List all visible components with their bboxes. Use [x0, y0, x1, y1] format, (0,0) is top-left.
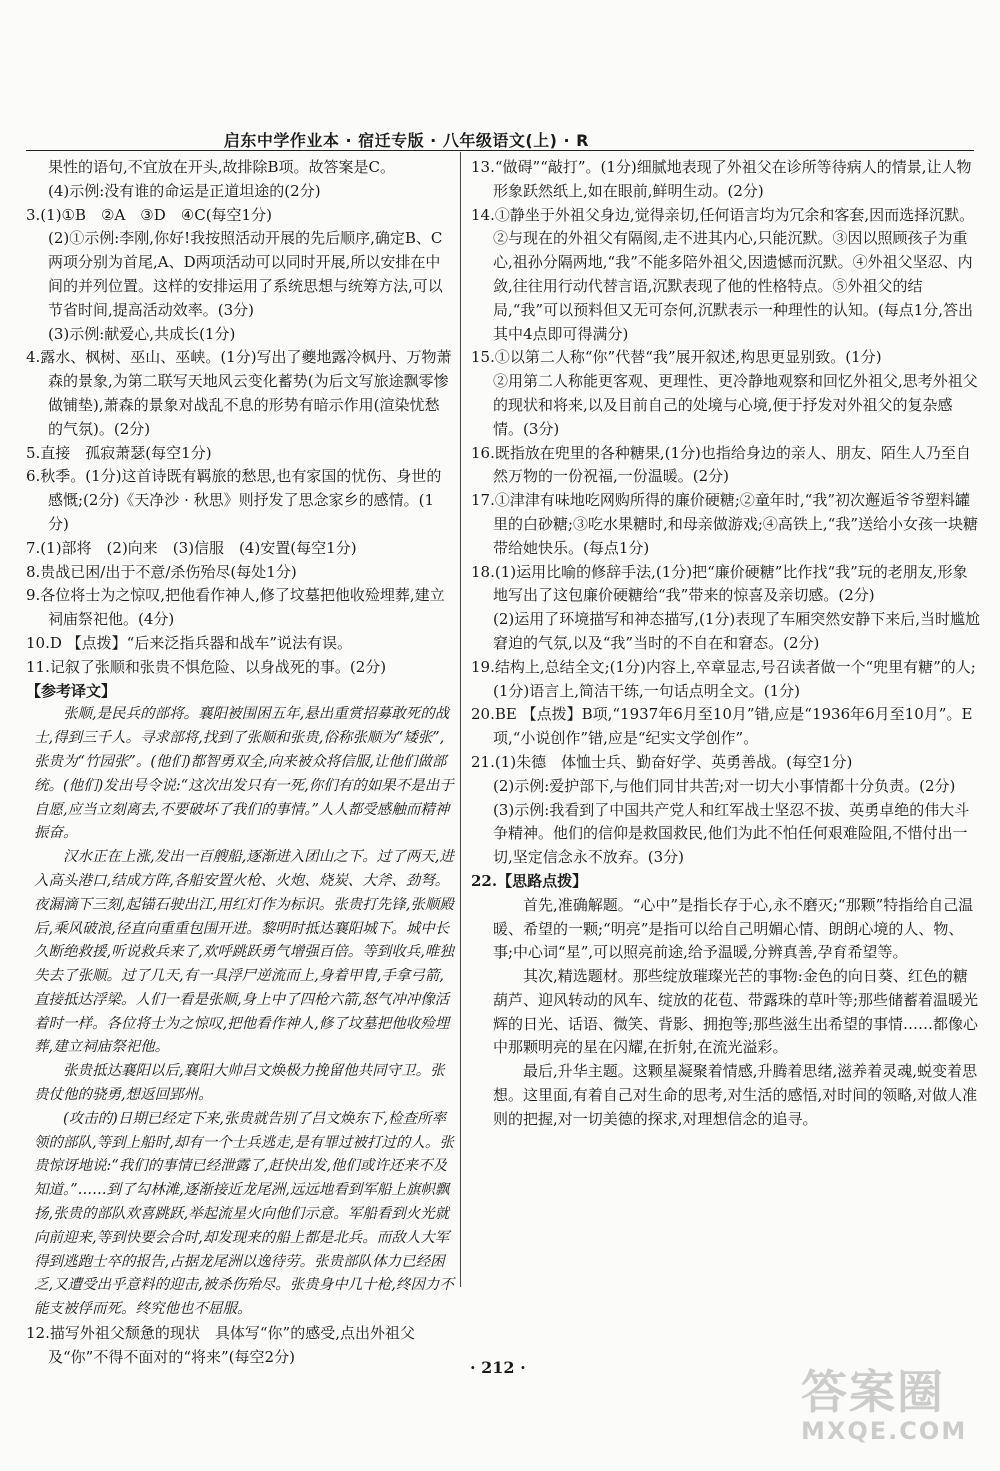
left-answer-paragraph: 11.记叙了张顺和张贵不惧危险、以身战死的事。(2分)	[26, 657, 387, 676]
right-column	[471, 156, 981, 1132]
left-answer-paragraph: 张贵抵达襄阳以后,襄阳大帅吕文焕极力挽留他共同守卫。张贵仗他的骁勇,想返回郢州。	[34, 1063, 445, 1104]
right-answer-paragraph: 15.①以第二人称“你”代替“我”展开叙述,构思更显别致。(1分)	[471, 348, 882, 367]
left-answer-paragraph: 6.秋季。(1分)这首诗既有羁旅的愁思,也有家国的忧伤、身世的感慨;(2分)《天净沙 · 秋思》则抒发了思念家乡的感情。(1分)	[26, 467, 442, 533]
right-answer-paragraph: 18.(1)运用比喻的修辞手法,(1分)把“廉价硬糖”比作找“我”玩的老朋友,形象地写出了这包廉价硬糖给“我”带来的惊喜及亲切感。(2分)	[471, 562, 968, 605]
left-answer-paragraph: 果性的语句,不宜放在开头,故排除B项。故答案是C。	[48, 158, 396, 176]
right-answer-paragraph: (2)示例:爱护部下,与他们同甘共苦;对一切大小事情都十分负责。(2分)	[493, 776, 956, 795]
watermark-text: 答案圈	[801, 1365, 945, 1419]
left-answer-paragraph: 5.直接 孤寂萧瑟(每空1分)	[26, 443, 212, 462]
right-answer-paragraph: 17.①津津有味地吃网购所得的廉价硬糖;②童年时,“我”初次邂逅爷爷塑料罐里的白砂糖;③吃水果糖时,和母亲做游戏;④高铁上,“我”送给小女孩一块糖带给她快乐。(每点1分)	[471, 491, 978, 557]
right-answer-paragraph: (2)运用了环境描写和神态描写,(1分)表现了车厢突然安静下来后,当时尴尬窘迫的气氛,以及“我”当时的不自在和窘态。(2分)	[493, 610, 981, 652]
left-answer-paragraph: 9.各位将士为之惊叹,把他看作神人,修了坟墓把他收殓埋葬,建立祠庙祭祀他。(4分)	[26, 586, 445, 629]
right-answer-paragraph: 19.结构上,总结全文;(1分)内容上,卒章显志,号召读者做一个“兜里有糖”的人;(1分)语言上,简洁干练,一句话点明全文。(1分)	[471, 657, 976, 700]
left-answer-paragraph: 10.D 【点拨】“后来泛指兵器和战车”说法有误。	[26, 633, 352, 652]
left-answer-paragraph: (3)示例:献爱心,共成长(1分)	[48, 324, 236, 343]
left-answer-paragraph: (4)示例:没有谁的命运是正道坦途的(2分)	[48, 181, 321, 200]
left-answer-paragraph: 12.描写外祖父颓惫的现状 具体写“你”的感受,点出外祖父及“你”不得不面对的“将来”(每空2分)	[26, 1324, 415, 1366]
right-answer-paragraph: 21.(1)朱德 体恤士兵、勤奋好学、英勇善战。(每空1分)	[471, 752, 853, 771]
left-column	[26, 156, 454, 1370]
right-answer-paragraph: 13.“做碍”“敲打”。(1分)细腻地表现了外祖父在诊所等待病人的情景,让人物形象跃然纸上,如在眼前,鲜明生动。(2分)	[471, 158, 972, 200]
right-answer-paragraph: 22.【思路点拨】	[471, 871, 588, 890]
left-answer-paragraph: (2)①示例:李刚,你好!我按照活动开展的先后顺序,确定B、C两项分别为首尾,A、D两项活动可以同时开展,所以安排在中间的并列位置。这样的安排运用了系统思想与统筹方法,可以节省时间,提高活动效率。(3分)	[48, 229, 443, 319]
left-answer-paragraph: 3.(1)①B ②A ③D ④C(每空1分)	[26, 205, 272, 224]
page-header	[26, 128, 974, 151]
left-answer-paragraph: 4.露水、枫树、巫山、巫峡。(1分)写出了夔地露冷枫丹、万物萧森的景象,为第二联写天地风云变化蓄势(为后文写旅途飘零惨做铺垫),萧森的景象对战乱不息的形势有暗示作用(渲染忧愁的气氛)。(2分)	[26, 348, 452, 438]
left-answer-paragraph: (攻击的)日期已经定下来,张贵就告别了吕文焕东下,检查所率领的部队,等到上船时,却有一个士兵逃走,是有罪过被打过的人。张贵惊讶地说:“我们的事情已经泄露了,赶快出发,他们或许还来不及知道。”……到了勾林滩,逐渐接近龙尾洲,远远地看到军船上旗帜飘扬,张贵的部队欢喜跳跃,举起流星火向他们示意。军船看到火光就向前迎来,等到快要会合时,却发现来的船上都是北兵。而敌人大军得到逃跑士卒的报告,占据龙尾洲以逸待劳。张贵部队体力已经困乏,又遭受出乎意料的迎击,被杀伤殆尽。张贵身中几十枪,终因力不能支被俘而死。终究他也不屈服。	[34, 1110, 454, 1318]
column-divider	[460, 152, 461, 1287]
left-answer-paragraph: 汉水正在上涨,发出一百艘船,逐渐进入团山之下。过了两天,进入高头港口,结成方阵,各船安置火枪、火炮、烧炭、大斧、劲弩。夜漏滴下三刻,起锚石驶出江,用红灯作为标识。张贵打先锋,张顺殿后,乘风破浪,径直向重重包围开进。黎明时抵达襄阳城下。城中长久断绝救援,听说救兵来了,欢呼跳跃勇气增强百倍。等到收兵,唯独失去了张顺。过了几天,有一具浮尸逆流而上,身着甲胄,手拿弓箭,直接抵达浮梁。人们一看是张顺,身上中了四枪六箭,怒气冲冲像活着时一样。各位将士为之惊叹,把他看作神人,修了坟墓把他收殓埋葬,建立祠庙祭祀他。	[34, 849, 454, 1056]
right-answer-paragraph: 16.既指放在兜里的各种糖果,(1分)也指给身边的亲人、朋友、陌生人乃至自然万物的一份祝福,一份温暖。(2分)	[471, 443, 971, 486]
right-answer-paragraph: ②用第二人称能更客观、更理性、更冷静地观察和回忆外祖父,思考外祖父的现状和将来,以及目前自己的处境与心境,便于抒发对外祖父的复杂感情。(3分)	[493, 372, 978, 438]
header-title: 启东中学作业本 · 宿迁专版 · 八年级语文(上) · R	[223, 131, 589, 150]
left-answer-paragraph: 7.(1)部将 (2)向来 (3)信服 (4)安置(每空1分)	[26, 538, 357, 557]
left-answer-paragraph: 张顺,是民兵的部将。襄阳被围困五年,悬出重赏招募敢死的战士,得到三千人。寻求部将,找到了张顺和张贵,俗称张顺为“矮张”,张贵为“竹园张”。(他们)都智勇双全,向来被众将信服,让他们做部统。(他们)发出号令说:“这次出发只有一死,你们有的如果不是出于自愿,应当立刻离去,不要破坏了我们的事情。”人人都受感触而精神振奋。	[34, 706, 454, 842]
right-answer-paragraph: 最后,升华主题。这颗星凝聚着情感,升腾着思绪,滋养着灵魂,蜕变着思想。这里面,有着自己对生命的思考,对生活的感悟,对时间的领略,对做人准则的把握,对一切美德的探求,对理想信念的追寻。	[493, 1062, 978, 1128]
right-answer-paragraph: 其次,精选题材。那些绽放璀璨光芒的事物:金色的向日葵、红色的糖葫芦、迎风转动的风车、绽放的花苞、带露珠的草叶等;那些储蓄着温暖光辉的日光、话语、微笑、背影、拥抱等;那些滋生出希望的事情……都像心中那颗明亮的星在闪耀,在折射,在流光溢彩。	[493, 967, 979, 1057]
watermark-url: MXQE.COM	[801, 1417, 968, 1445]
left-answer-paragraph: 【参考译文】	[26, 681, 117, 700]
right-answer-paragraph: 20.BE 【点拨】B项,“1937年6月至10月”错,应是“1936年6月至10月”。E项,“小说创作”错,应是“纪实文学创作”。	[471, 705, 973, 748]
left-answer-paragraph: 8.贵战已困/出于不意/杀伤殆尽(每处1分)	[26, 562, 297, 581]
page-number: · 212 ·	[470, 1358, 526, 1377]
right-answer-paragraph: 首先,准确解题。“心中”是指长存于心,永不磨灭;“那颗”特指给自己温暖、希望的一颗;“明亮”是指可以给自己明媚心情、朗朗心境的人、物、事;中心词“星”,可以照亮前途,给予温暖,分辨真善,孕育希望等。	[493, 895, 974, 962]
right-answer-paragraph: 14.①静坐于外祖父身边,觉得亲切,任何语言均为冗余和客套,因而选择沉默。②与现在的外祖父有隔阂,走不进其内心,只能沉默。③因以照顾孩子为重心,祖孙分隔两地,“我”不能多陪外祖父,因遗憾而沉默。④外祖父坚忍、内敛,往往用行动代替言语,沉默表现了他的性格特点。⑤外祖父的结局,“我”可以预料但又无可奈何,沉默表示一种理性的认知。(每点1分,答出其中4点即可得满分)	[471, 205, 975, 343]
right-answer-paragraph: (3)示例:我看到了中国共产党人和红军战士坚忍不拔、英勇卓绝的伟大斗争精神。他们的信仰是救国救民,他们为此不怕任何艰难险阻,不惜付出一切,坚定信念永不放弃。(3分)	[493, 800, 970, 867]
watermark-logo	[801, 1367, 986, 1467]
